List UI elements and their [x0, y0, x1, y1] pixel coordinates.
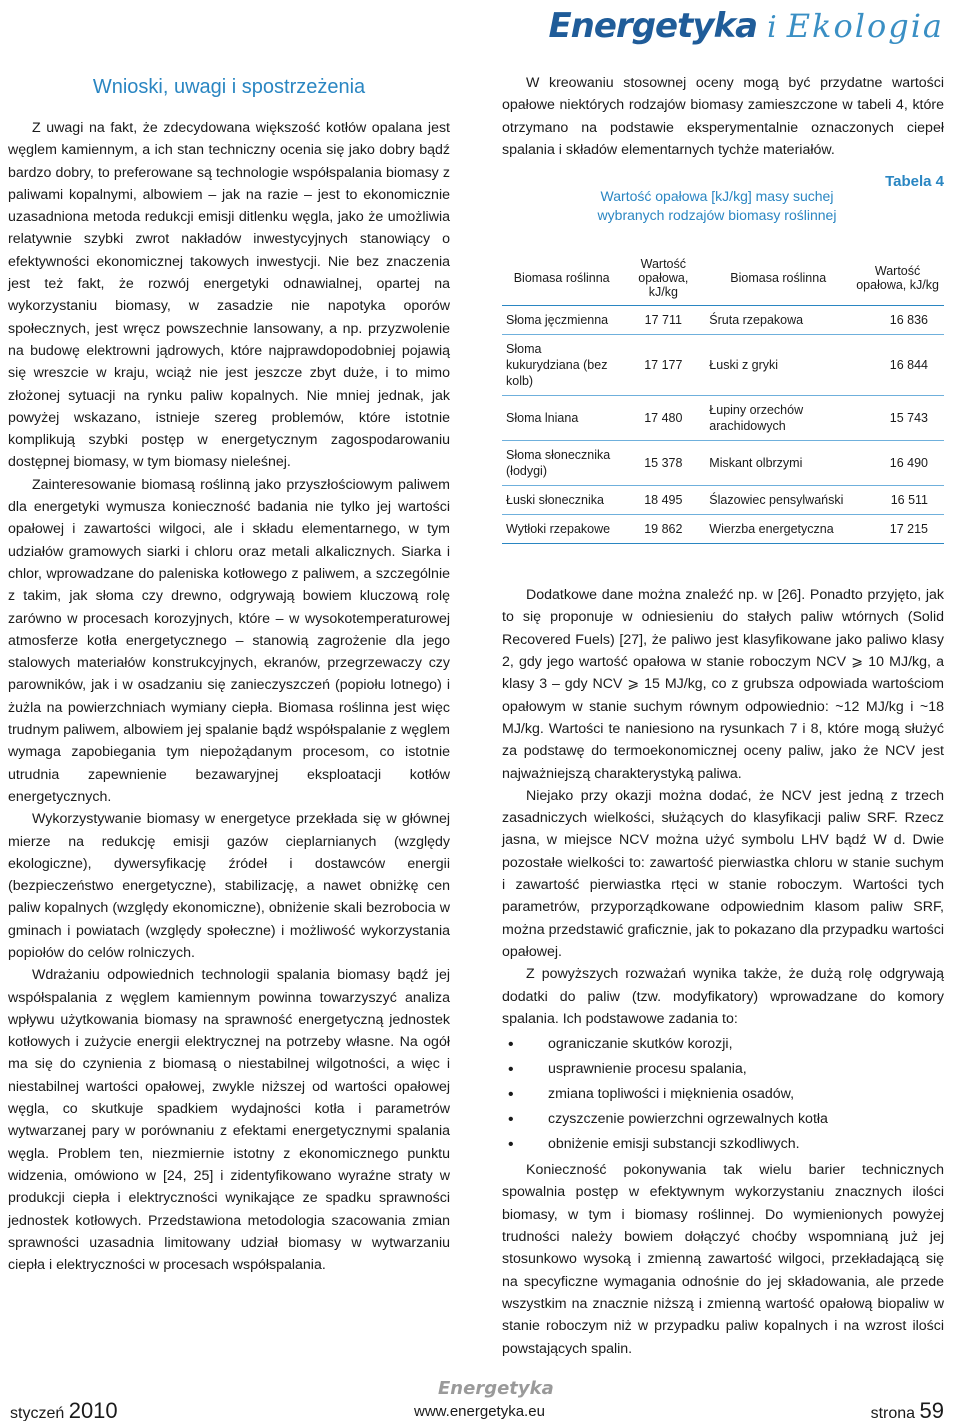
- issue-year: 2010: [68, 1398, 118, 1421]
- table-cell: 18 495: [621, 486, 705, 515]
- list-item: • zmiana topliwości i mięknienia osadów,: [502, 1082, 944, 1107]
- footer-url-link[interactable]: www.energetyka.eu: [414, 1403, 545, 1420]
- table-cell: Śruta rzepakowa: [705, 306, 851, 335]
- table-row: [502, 486, 944, 515]
- table-row: [502, 441, 944, 486]
- table-cell: 17 177: [621, 335, 705, 396]
- issue-date: [10, 1398, 118, 1421]
- section-heading: Wnioski, uwagi i spostrzeżenia: [92, 76, 366, 98]
- column-header: Biomasa roślinna: [705, 251, 851, 306]
- paragraph: Z powyższych rozważań wynika także, że dużą rolę odgrywają dodatki do paliw (tzw. modyfikatory) wprowadzane do komory spalania. Ich podstawowe zadania to:: [502, 966, 944, 1027]
- table-title-line: Wartość opałowa [kJ/kg] masy suchej: [600, 188, 834, 205]
- table-row: [502, 396, 944, 441]
- table-row: [502, 306, 944, 335]
- table-cell: 15 378: [621, 441, 705, 486]
- table-row: [502, 515, 944, 544]
- table-cell: 15 743: [851, 396, 944, 441]
- table-header-row: [502, 251, 944, 306]
- table-cell: Łuski z gryki: [705, 335, 851, 396]
- table-cell: Łuski słonecznika: [502, 486, 621, 515]
- table-cell: 16 490: [851, 441, 944, 486]
- paragraph: Niejako przy okazji można dodać, że NCV jest jedną z trzech zasadniczych wielkości, służących do klasyfikacji paliw SRF. Rzecz jasna, w miejsce NCV można użyć symbolu LHV bądź W d. Dwie pozostałe wielkości to: zawartość pierwiastka chloru w stanie suchym i zawartość pierwiastka rtęci w stanie roboczym. Wartości tych parametrów, przyporządkowane odpowiednim klasom paliw SRF, można przedstawić graficznie, jak to pokazano dla przypadku wartości opałowej.: [502, 787, 944, 960]
- table-cell: Słoma lniana: [502, 396, 621, 441]
- table-caption: [502, 173, 944, 245]
- list-item: • obniżenie emisji substancji szkodliwych.: [502, 1132, 944, 1157]
- left-column: [8, 72, 450, 1276]
- table-cell: 16 836: [851, 306, 944, 335]
- masthead-connector: i: [767, 10, 777, 45]
- table-cell: Miskant olbrzymi: [705, 441, 851, 486]
- table-cell: 17 711: [621, 306, 705, 335]
- table-label: Tabela 4: [885, 173, 944, 191]
- table-cell: Słoma kukurydziana (bez kolb): [502, 335, 621, 396]
- table-title: [572, 187, 862, 225]
- paragraph: W kreowaniu stosownej oceny mogą być przydatne wartości opałowe niektórych rodzajów biomasy zamieszczone w tabeli 4, które otrzymano na podstawie eksperymentalnie oznaczonych ciepeł spalania i składów elementarnych tychże materiałów.: [502, 75, 944, 158]
- table-cell: Wytłoki rzepakowe: [502, 515, 621, 544]
- table-cell: 19 862: [621, 515, 705, 544]
- list-item: • usprawnienie procesu spalania,: [502, 1057, 944, 1082]
- table-row: [502, 335, 944, 396]
- page-label: strona: [870, 1405, 916, 1421]
- column-header: Biomasa roślinna: [502, 251, 621, 306]
- biomass-table: [502, 251, 944, 544]
- table-cell: 17 480: [621, 396, 705, 441]
- table-cell: Wierzba energetyczna: [705, 515, 851, 544]
- page-footer: [0, 1378, 960, 1421]
- list-item: • ograniczanie skutków korozji,: [502, 1032, 944, 1057]
- column-header: Wartość opałowa, kJ/kg: [851, 251, 944, 306]
- page-number: [871, 1398, 944, 1421]
- table-cell: Łupiny orzechów arachidowych: [705, 396, 851, 441]
- paragraph: Dodatkowe dane można znaleźć np. w [26]. Ponadto przyjęto, jak to się proponuje w odniesieniu do stałych paliw wtórnych (Solid Recovered Fuels) [27], że paliwo jest klasyfikowane jako paliwo klasy 2, gdy jego wartość opałowa w stanie roboczym NCV ⩾ 10 MJ/kg, a klasy 3 – gdy NCV ⩾ 15 MJ/kg, co z grubsza odpowiada wartościom opałowym w stanie suchym równym odpowiednio: ~12 MJ/kg i ~18 MJ/kg. Wartości te naniesiono na rysunkach 7 i 8, które mogą służyć za podstawę do termoekonomicznej oceny paliw, jako że NCV jest najważniejszą charakterystyką paliwa.: [502, 587, 944, 782]
- table-cell: 16 511: [851, 486, 944, 515]
- paragraph: Konieczność pokonywania tak wielu barier technicznych spowalnia postęp w efektywnym wykorzystaniu znacznych ilości biomasy, w tym i biomasy roślinnej. Do wymienionych powyżej trudności należy bowiem dołączyć choćby wspomnianą już jej stosunkowo wysoką i zmienną zawartość wilgoci, przekładającą się na specyficzne wymagania odnośnie do jej składowania, ale przede wszystkim na znacznie niższą i zmienną wartość opałową biopaliw w stanie roboczym niż w przypadku paliw kopalnych i na wzrost ilości powstających spalin.: [502, 1162, 944, 1357]
- table-title-line: wybranych rodzajów biomasy roślinnej: [597, 207, 837, 224]
- masthead-ekologia: Ekologia: [786, 7, 944, 45]
- right-column: [502, 72, 944, 1360]
- table-cell: 17 215: [851, 515, 944, 544]
- table-cell: Słoma słonecznika (łodygi): [502, 441, 621, 486]
- footer-logo: Energetyka: [438, 1378, 554, 1399]
- table-cell: 16 844: [851, 335, 944, 396]
- paragraph: Z uwagi na fakt, że zdecydowana większość kotłów opalana jest węglem kamiennym, a ich stan techniczny ocenia się jako dobry bądź bardzo dobry, to preferowane są technologie współspalania biomasy z paliwami kopalnymi, albowiem – jak na razie – jest to ekonomicznie uzasadniona metoda redukcji emisji ditlenku węgla, jako że umożliwia relatywnie szybki zwrot nakładów inwestycyjnych stanowiący o efektywności ekonomicznej takowych inwestycji. Nie bez znaczenia jest też fakt, że rozwój energetyki odnawialnej, opartej na wykorzystaniu biomasy, w zasadzie nie napotyka oporów społecznych, jest wręcz powszechnie lansowany, a np. przyzwolenie na budowę elektrowni jądrowych, które najprawdopodobniej pojawią się wreszcie w kraju, wciąż nie jest jeszcze zbyt duże, i to mimo złożonej sytuacji na rynku paliw kopalnych. Nie mniej jednak, jak powyżej wskazano, istnieje szereg problemów, które istotnie komplikują szybki postęp w energetycznym zagospodarowaniu dostępnej biomasy, w tym biomasy nieleśnej.: [8, 120, 450, 471]
- paragraph: Wdrażaniu odpowiednich technologii spalania biomasy bądź jej współspalania z węglem kamiennym powinna towarzyszyć analiza wpływu użytkowania biomasy na sprawność energetyczną jednostek kotłowych i zużycie energii elektrycznej na potrzeby własne. Na ogół ma się do czynienia z biomasą o niestabilnej wilgotności, a więc i niestabilnej wartości opałowej, zwykle niższej od wartości opałowej węgla, co skutkuje spadkiem wydajności kotła i parametrów wytwarzanej pary w porównaniu z efektami energetycznymi spalania węgla. Problem ten, niezmiernie istotny z ekonomicznego punktu widzenia, omówiono w [24, 25] i zidentyfikowano wyraźne straty w produkcji ciepła i elektryczności wynikające ze spadku sprawności jednostek kotłowych. Przedstawiona metodologia szacowania zmian sprawności uzasadnia limitowany udział biomasy w wytwarzaniu ciepła i elektryczności w procesach współspalania.: [8, 967, 450, 1274]
- masthead: [548, 6, 944, 46]
- issue-month: styczeń: [10, 1405, 65, 1421]
- column-header: Wartość opałowa, kJ/kg: [621, 251, 705, 306]
- list-item: • czyszczenie powierzchni ogrzewalnych kotła: [502, 1107, 944, 1132]
- page-number-value: 59: [919, 1398, 944, 1421]
- table-cell: Słoma jęczmienna: [502, 306, 621, 335]
- tasks-list: [502, 1032, 944, 1157]
- paragraph: Zainteresowanie biomasą roślinną jako przyszłościowym paliwem dla energetyki wymusza konieczność badania nie tylko jej wartości opałowej i zawartości wilgoci, ale i składu elementarnego, w tym udziałów gramowych siarki i chloru oraz metali alkalicznych. Siarka i chlor, wprowadzane do paleniska kotłowego z paliwem, a szczególnie z takim, jak słoma czy drewno, odgrywają bowiem kluczową rolę zarówno w procesach korozyjnych, które – w wysokotemperaturowej atmosferze kotła energetycznego – stanowią zagrożenie dla jego stalowych materiałów konstrukcyjnych, ekranów, przegrzewaczy czy parowników, jak i w osadzaniu się zanieczyszczeń (popiołu lotnego) i żużla na powierzchniach wymiany ciepła. Biomasa roślinna jest więc trudnym paliwem, albowiem jej spalanie bądź współspalanie z węglem wymaga zapobiegania tym niepożądanym procesom, co istotnie utrudnia zapewnienie bezawaryjnej eksploatacji kotłów energetycznych.: [8, 476, 450, 805]
- table-cell: Ślazowiec pensylwański: [705, 486, 851, 515]
- masthead-brand-logo: Energetyka: [548, 6, 758, 46]
- paragraph: Wykorzystywanie biomasy w energetyce przekłada się w głównej mierze na redukcję emisji gazów cieplarnianych (względy ekologiczne), dywersyfikację źródeł i dostawców energii (bezpieczeństwo energetyczne), stabilizację, a nawet obniżkę cen paliw kopalnych (względy ekonomiczne), obniżenie skali bezrobocia w gminach i powiatach (względy społeczne) i możliwość wykorzystania popiołów do celów rolniczych.: [8, 811, 450, 961]
